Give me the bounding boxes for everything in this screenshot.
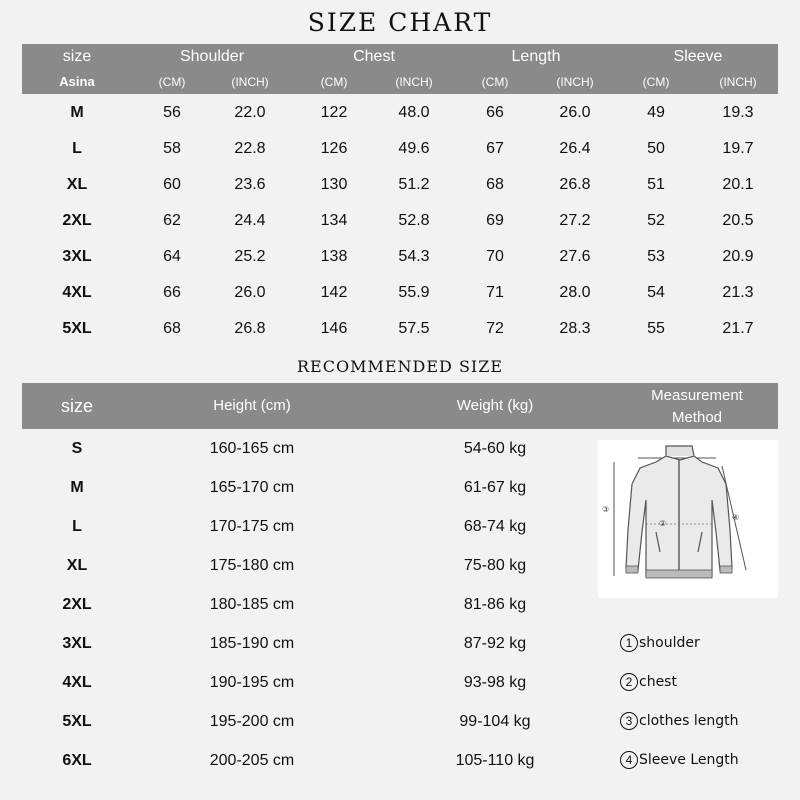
measurement-value: 24.4 — [234, 212, 266, 229]
measurement-value: 52 — [647, 212, 665, 229]
measurement-value: 21.3 — [722, 284, 754, 301]
recommended-row — [22, 702, 582, 741]
marker-sleeve: ④ — [732, 513, 740, 522]
recommended-row — [22, 624, 582, 663]
weight-range: 81-86 kg — [463, 596, 527, 613]
recommended-size-title: RECOMMENDED SIZE — [296, 357, 504, 376]
weight-range: 68-74 kg — [463, 518, 527, 535]
jacket-hem — [646, 570, 712, 578]
measurement-value: 66 — [486, 104, 504, 121]
legend-clothes-length — [620, 710, 739, 732]
height-range: 190-195 cm — [209, 674, 295, 691]
weight-range: 75-80 kg — [463, 557, 527, 574]
size-chart-row — [22, 131, 778, 167]
weight-header: Weight (kg) — [456, 397, 534, 414]
legend-label: clothes length — [639, 713, 739, 730]
height-range: 195-200 cm — [209, 713, 295, 730]
measurement-value: 53 — [647, 248, 665, 265]
measurement-value: 23.6 — [234, 176, 266, 193]
weight-range: 54-60 kg — [463, 440, 527, 457]
size-label: XL — [66, 176, 88, 193]
height-range: 160-165 cm — [209, 440, 295, 457]
right-cuff — [720, 566, 732, 573]
measurement-value: 26.0 — [234, 284, 266, 301]
weight-range: 105-110 kg — [455, 752, 535, 769]
measurement-value: 22.0 — [234, 104, 266, 121]
measurement-value: 51.2 — [398, 176, 430, 193]
measurement-value: 55.9 — [398, 284, 430, 301]
marker-chest: ② — [659, 519, 667, 528]
rec-size-label: 6XL — [62, 752, 92, 769]
height-range: 200-205 cm — [209, 752, 295, 769]
size-chart-row — [22, 203, 778, 239]
jacket-collar — [666, 446, 694, 456]
measurement-value: 142 — [320, 284, 348, 301]
measurement-value: 51 — [647, 176, 665, 193]
weight-range: 61-67 kg — [463, 479, 527, 496]
size-chart-row — [22, 311, 778, 347]
measurement-method-line1: Measurement — [651, 387, 743, 404]
size-column-header: size — [62, 48, 92, 65]
measurement-value: 134 — [320, 212, 348, 229]
measurement-method-line2: Method — [671, 409, 723, 426]
page-title: SIZE CHART — [307, 8, 493, 37]
measurement-value: 28.0 — [559, 284, 591, 301]
measurement-value: 56 — [163, 104, 181, 121]
sleeve-header: Sleeve — [673, 48, 723, 65]
weight-range: 87-92 kg — [463, 635, 527, 652]
recommended-row — [22, 429, 582, 468]
measurement-value: 70 — [486, 248, 504, 265]
measurement-value: 55 — [647, 320, 665, 337]
left-cuff — [626, 566, 638, 573]
size-label: 2XL — [62, 212, 92, 229]
measurement-value: 22.8 — [234, 140, 266, 157]
height-range: 175-180 cm — [209, 557, 295, 574]
measurement-value: 54 — [647, 284, 665, 301]
measurement-value: 58 — [163, 140, 181, 157]
rec-size-header: size — [60, 396, 93, 416]
measurement-value: 52.8 — [398, 212, 430, 229]
rec-size-label: XL — [66, 557, 88, 574]
recommended-row — [22, 741, 582, 780]
size-chart-header — [22, 44, 778, 94]
measurement-value: 126 — [320, 140, 348, 157]
asina-label: Asina — [59, 74, 95, 89]
unit-header: (CM) — [158, 75, 186, 89]
measurement-value: 60 — [163, 176, 181, 193]
rec-size-label: 4XL — [62, 674, 92, 691]
measurement-value: 26.0 — [559, 104, 591, 121]
recommended-row — [22, 468, 582, 507]
height-range: 185-190 cm — [209, 635, 295, 652]
size-chart-row — [22, 275, 778, 311]
legend-label: chest — [639, 674, 677, 691]
measurement-value: 68 — [163, 320, 181, 337]
weight-range: 99-104 kg — [459, 713, 531, 730]
measurement-value: 69 — [486, 212, 504, 229]
recommended-row — [22, 585, 582, 624]
measurement-value: 138 — [320, 248, 348, 265]
size-chart-row — [22, 95, 778, 131]
size-chart-row — [22, 167, 778, 203]
rec-size-label: 5XL — [62, 713, 92, 730]
rec-size-label: L — [72, 518, 82, 535]
legend-number: 3 — [620, 712, 638, 730]
measurement-value: 26.8 — [234, 320, 266, 337]
measurement-value: 71 — [486, 284, 504, 301]
measurement-value: 21.7 — [722, 320, 754, 337]
legend-label: shoulder — [639, 635, 700, 652]
measurement-value: 48.0 — [398, 104, 430, 121]
marker-length: ③ — [602, 505, 610, 514]
measurement-value: 19.3 — [722, 104, 754, 121]
measurement-value: 28.3 — [559, 320, 591, 337]
rec-size-label: S — [71, 440, 83, 457]
unit-header: (INCH) — [231, 75, 269, 89]
unit-header: (CM) — [320, 75, 348, 89]
measurement-value: 64 — [163, 248, 181, 265]
measurement-value: 20.5 — [722, 212, 754, 229]
size-label: M — [70, 104, 84, 121]
measurement-value: 27.6 — [559, 248, 591, 265]
measurement-value: 26.8 — [559, 176, 591, 193]
measurement-value: 26.4 — [559, 140, 591, 157]
measurement-value: 54.3 — [398, 248, 430, 265]
size-label: 3XL — [62, 248, 92, 265]
height-range: 165-170 cm — [209, 479, 295, 496]
rec-size-label: 2XL — [62, 596, 92, 613]
jacket-diagram — [598, 440, 778, 598]
chest-header: Chest — [353, 48, 395, 65]
measurement-value: 57.5 — [398, 320, 430, 337]
measurement-value: 27.2 — [559, 212, 591, 229]
unit-header: (INCH) — [395, 75, 433, 89]
legend-shoulder — [620, 632, 700, 654]
recommended-row — [22, 546, 582, 585]
legend-sleeve-length — [620, 749, 739, 771]
unit-header: (INCH) — [556, 75, 594, 89]
measurement-value: 130 — [320, 176, 348, 193]
recommended-row — [22, 663, 582, 702]
legend-number: 2 — [620, 673, 638, 691]
recommended-header — [22, 383, 778, 429]
measurement-value: 122 — [320, 104, 348, 121]
measurement-value: 50 — [647, 140, 665, 157]
height-range: 180-185 cm — [209, 596, 295, 613]
measurement-value: 49 — [647, 104, 665, 121]
rec-size-label: 3XL — [62, 635, 92, 652]
length-header: Length — [511, 48, 561, 65]
measurement-value: 49.6 — [398, 140, 430, 157]
measurement-value: 68 — [486, 176, 504, 193]
size-chart-row — [22, 239, 778, 275]
shoulder-header: Shoulder — [179, 48, 245, 65]
measurement-value: 62 — [163, 212, 181, 229]
height-range: 170-175 cm — [209, 518, 295, 535]
legend-chest — [620, 671, 677, 693]
height-header: Height (cm) — [213, 397, 291, 414]
recommended-row — [22, 507, 582, 546]
measurement-value: 72 — [486, 320, 504, 337]
unit-header: (CM) — [642, 75, 670, 89]
legend-number: 4 — [620, 751, 638, 769]
weight-range: 93-98 kg — [463, 674, 527, 691]
rec-size-label: M — [70, 479, 84, 496]
measurement-value: 67 — [486, 140, 504, 157]
legend-label: Sleeve Length — [639, 752, 739, 769]
legend-number: 1 — [620, 634, 638, 652]
measurement-value: 25.2 — [234, 248, 266, 265]
size-label: L — [72, 140, 82, 157]
unit-header: (INCH) — [719, 75, 757, 89]
measurement-value: 20.1 — [722, 176, 754, 193]
measurement-value: 19.7 — [722, 140, 754, 157]
measurement-value: 66 — [163, 284, 181, 301]
size-label: 4XL — [62, 284, 92, 301]
measurement-value: 146 — [320, 320, 348, 337]
measurement-method-header — [622, 385, 772, 427]
measurement-value: 20.9 — [722, 248, 754, 265]
unit-header: (CM) — [481, 75, 509, 89]
size-label: 5XL — [62, 320, 92, 337]
